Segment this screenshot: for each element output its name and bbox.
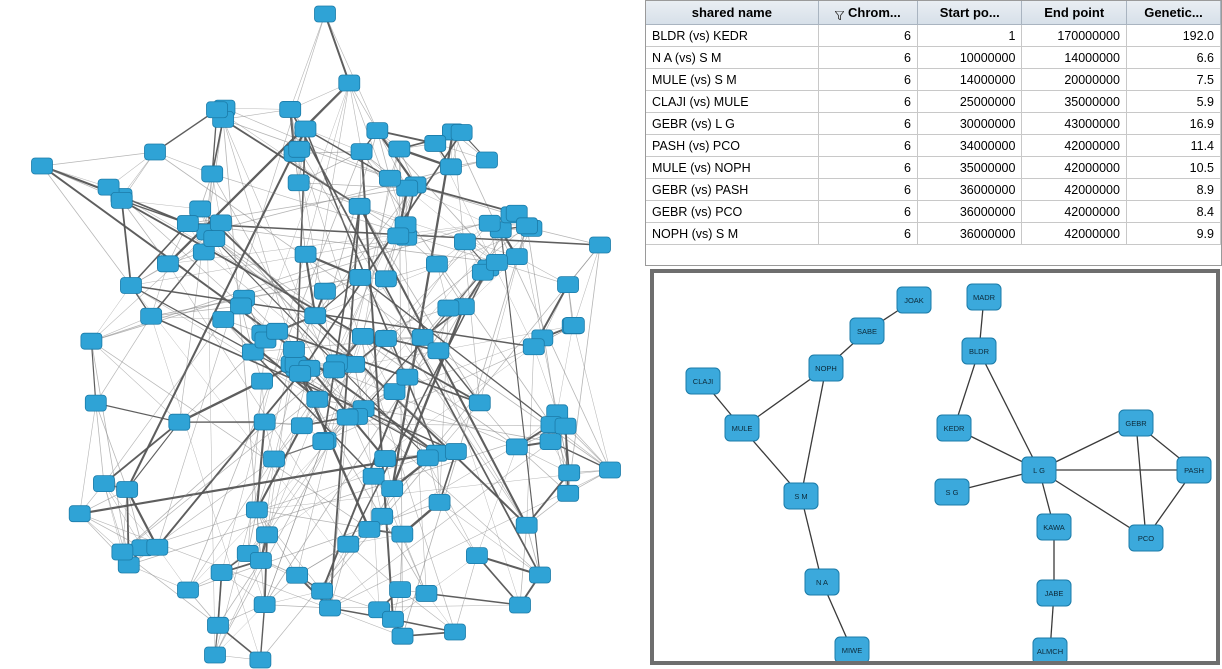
cell-shared-name: PASH (vs) PCO bbox=[646, 135, 818, 157]
main-network-edge[interactable] bbox=[455, 556, 477, 632]
cell-shared-name: CLAJI (vs) MULE bbox=[646, 91, 818, 113]
cell-start-point: 36000000 bbox=[917, 201, 1021, 223]
main-network-node[interactable] bbox=[388, 228, 409, 244]
main-network-node[interactable] bbox=[207, 617, 228, 633]
main-network-node[interactable] bbox=[205, 647, 226, 663]
main-network-node[interactable] bbox=[426, 256, 447, 272]
cell-start-point: 25000000 bbox=[917, 91, 1021, 113]
cell-end-point: 14000000 bbox=[1022, 47, 1126, 69]
main-network-edge[interactable] bbox=[127, 490, 157, 548]
main-network-node[interactable] bbox=[211, 565, 232, 581]
subnetwork-node-label: ALMCH bbox=[1036, 647, 1064, 656]
subnetwork-node[interactable] bbox=[850, 318, 884, 344]
column-header-genetic[interactable] bbox=[1126, 1, 1220, 25]
main-network-node[interactable] bbox=[445, 624, 466, 640]
cell-chromosome: 6 bbox=[818, 179, 917, 201]
subnetwork-node[interactable] bbox=[1037, 514, 1071, 540]
table-row[interactable] bbox=[646, 69, 1221, 91]
main-network-node[interactable] bbox=[558, 277, 579, 293]
main-network-edge[interactable] bbox=[179, 422, 565, 426]
main-network-node[interactable] bbox=[250, 652, 271, 668]
cell-shared-name: BLDR (vs) KEDR bbox=[646, 25, 818, 47]
main-network-edge[interactable] bbox=[325, 14, 377, 131]
cell-genetic: 11.4 bbox=[1126, 135, 1220, 157]
subnetwork-node[interactable] bbox=[686, 368, 720, 394]
right-column bbox=[645, 0, 1222, 669]
subnetwork-node[interactable] bbox=[962, 338, 996, 364]
main-network-edge[interactable] bbox=[91, 341, 95, 403]
main-network-node[interactable] bbox=[466, 548, 487, 564]
attribute-table[interactable] bbox=[646, 1, 1221, 245]
subnetwork-node[interactable] bbox=[1177, 457, 1211, 483]
table-row[interactable] bbox=[646, 25, 1221, 47]
subnetwork-node[interactable] bbox=[835, 637, 869, 661]
subnetwork-node[interactable] bbox=[809, 355, 843, 381]
main-network-node[interactable] bbox=[202, 166, 223, 182]
subnetwork-node-label: SABE bbox=[856, 327, 878, 336]
main-network-node[interactable] bbox=[384, 384, 405, 400]
cell-end-point: 42000000 bbox=[1022, 223, 1126, 245]
main-network-node[interactable] bbox=[338, 536, 359, 552]
main-network-node[interactable] bbox=[313, 434, 334, 450]
cell-start-point: 10000000 bbox=[917, 47, 1021, 69]
main-network-node[interactable] bbox=[382, 611, 403, 627]
main-network-node[interactable] bbox=[339, 75, 360, 91]
subnetwork-node[interactable] bbox=[1037, 580, 1071, 606]
main-network-edge[interactable] bbox=[403, 226, 527, 636]
main-network-node[interactable] bbox=[392, 526, 413, 542]
filter-icon[interactable] bbox=[835, 8, 844, 17]
main-network-node[interactable] bbox=[530, 567, 551, 583]
subnetwork-node-label: S M bbox=[794, 492, 808, 501]
main-network-node[interactable] bbox=[506, 439, 527, 455]
main-network-node[interactable] bbox=[147, 539, 168, 555]
main-network-node[interactable] bbox=[315, 6, 336, 22]
attribute-table-panel[interactable] bbox=[645, 0, 1222, 266]
main-network-edge[interactable] bbox=[127, 422, 179, 489]
main-network-node[interactable] bbox=[295, 246, 316, 262]
main-network-node[interactable] bbox=[555, 418, 576, 434]
cell-start-point: 36000000 bbox=[917, 223, 1021, 245]
column-header-end-point[interactable] bbox=[1022, 1, 1126, 25]
main-network-node[interactable] bbox=[287, 567, 308, 583]
main-network-node[interactable] bbox=[375, 271, 396, 287]
cell-shared-name: GEBR (vs) PCO bbox=[646, 201, 818, 223]
subnetwork-node-label: KEDR bbox=[943, 424, 965, 433]
main-network-node[interactable] bbox=[425, 135, 446, 151]
main-network-node[interactable] bbox=[390, 582, 411, 598]
main-network-node[interactable] bbox=[206, 102, 227, 118]
subnetwork-node-label: CLAJI bbox=[692, 377, 714, 386]
main-network-node[interactable] bbox=[523, 339, 544, 355]
main-network-edge[interactable] bbox=[104, 320, 223, 484]
table-header-row bbox=[646, 1, 1221, 25]
main-network-node[interactable] bbox=[590, 237, 611, 253]
cell-chromosome: 6 bbox=[818, 113, 917, 135]
main-network-node[interactable] bbox=[267, 323, 288, 339]
main-network-node[interactable] bbox=[438, 300, 459, 316]
subnetwork-edge[interactable] bbox=[1136, 423, 1146, 538]
cell-genetic: 8.4 bbox=[1126, 201, 1220, 223]
main-network-node[interactable] bbox=[359, 521, 380, 537]
cell-start-point: 36000000 bbox=[917, 179, 1021, 201]
main-network-node[interactable] bbox=[145, 144, 166, 160]
main-network-node[interactable] bbox=[417, 450, 438, 466]
main-network-edge[interactable] bbox=[330, 605, 520, 608]
main-network-edge[interactable] bbox=[127, 490, 142, 548]
main-network-node[interactable] bbox=[389, 141, 410, 157]
main-network-node[interactable] bbox=[289, 141, 310, 157]
subnetwork-node-label: KAWA bbox=[1043, 523, 1065, 532]
cell-chromosome: 6 bbox=[818, 25, 917, 47]
main-network-node[interactable] bbox=[445, 444, 466, 460]
main-network-node[interactable] bbox=[506, 249, 527, 265]
subnetwork-node[interactable] bbox=[1129, 525, 1163, 551]
subnetwork-node-label: N A bbox=[815, 578, 829, 587]
main-network-node[interactable] bbox=[486, 254, 507, 270]
subnetwork-node[interactable] bbox=[805, 569, 839, 595]
main-network-node[interactable] bbox=[204, 231, 225, 247]
subnetwork-node-label: MADR bbox=[972, 293, 996, 302]
main-network-node[interactable] bbox=[290, 366, 311, 382]
cell-chromosome: 6 bbox=[818, 157, 917, 179]
main-network-node[interactable] bbox=[351, 144, 372, 160]
main-network-node[interactable] bbox=[540, 434, 561, 450]
main-network-node[interactable] bbox=[367, 123, 388, 139]
table-row[interactable] bbox=[646, 47, 1221, 69]
main-network-node[interactable] bbox=[280, 101, 301, 117]
cell-chromosome: 6 bbox=[818, 47, 917, 69]
cell-genetic: 7.5 bbox=[1126, 69, 1220, 91]
main-network-node[interactable] bbox=[177, 216, 198, 232]
cell-chromosome: 6 bbox=[818, 223, 917, 245]
main-network-node[interactable] bbox=[246, 502, 267, 518]
main-network-node[interactable] bbox=[120, 278, 141, 294]
subnetwork-edge[interactable] bbox=[801, 368, 826, 496]
main-network-node[interactable] bbox=[337, 409, 358, 425]
subnetwork-edges bbox=[703, 297, 1194, 651]
subnetwork-node[interactable] bbox=[935, 479, 969, 505]
cell-shared-name: GEBR (vs) L G bbox=[646, 113, 818, 135]
main-network-edge[interactable] bbox=[520, 525, 527, 605]
main-network-node[interactable] bbox=[451, 124, 472, 140]
main-network-node[interactable] bbox=[264, 451, 285, 467]
main-network-node[interactable] bbox=[295, 121, 316, 137]
main-network-edge[interactable] bbox=[42, 152, 155, 166]
main-network-node[interactable] bbox=[600, 462, 621, 478]
cell-end-point: 42000000 bbox=[1022, 201, 1126, 223]
main-network-edge[interactable] bbox=[426, 593, 520, 605]
main-network-node[interactable] bbox=[479, 215, 500, 231]
cell-genetic: 9.9 bbox=[1126, 223, 1220, 245]
cell-end-point: 35000000 bbox=[1022, 91, 1126, 113]
main-network-node[interactable] bbox=[379, 170, 400, 186]
main-network-node[interactable] bbox=[169, 414, 190, 430]
main-network-node[interactable] bbox=[312, 583, 333, 599]
main-network-node[interactable] bbox=[85, 395, 106, 411]
column-header-shared-name-label: shared name bbox=[691, 5, 772, 20]
main-network-edge[interactable] bbox=[557, 326, 573, 413]
column-header-chromosome-label: Chrom... bbox=[848, 5, 901, 20]
subnetwork-node[interactable] bbox=[1119, 410, 1153, 436]
subnetwork-node[interactable] bbox=[784, 483, 818, 509]
main-network-node[interactable] bbox=[324, 362, 345, 378]
column-header-start-point-label: Start po... bbox=[939, 5, 1000, 20]
cell-start-point: 14000000 bbox=[917, 69, 1021, 91]
main-network-node[interactable] bbox=[558, 485, 579, 501]
main-network-node[interactable] bbox=[375, 451, 396, 467]
cell-end-point: 43000000 bbox=[1022, 113, 1126, 135]
main-network-edge[interactable] bbox=[179, 381, 262, 422]
subnetwork-node-label: MULE bbox=[731, 424, 753, 433]
main-network-node[interactable] bbox=[307, 391, 328, 407]
subnetwork-node-label: S G bbox=[945, 488, 959, 497]
cell-end-point: 20000000 bbox=[1022, 69, 1126, 91]
main-network-node[interactable] bbox=[563, 317, 584, 333]
table-row[interactable] bbox=[646, 179, 1221, 201]
cell-start-point: 30000000 bbox=[917, 113, 1021, 135]
table-row[interactable] bbox=[646, 223, 1221, 245]
subnetwork-node-label: PASH bbox=[1184, 466, 1204, 475]
main-network-node[interactable] bbox=[349, 198, 370, 214]
main-network-node[interactable] bbox=[291, 418, 312, 434]
column-header-chromosome[interactable] bbox=[818, 1, 917, 25]
cell-start-point: 1 bbox=[917, 25, 1021, 47]
main-network-node[interactable] bbox=[81, 333, 102, 349]
main-network-edge[interactable] bbox=[207, 232, 215, 655]
cell-shared-name: MULE (vs) S M bbox=[646, 69, 818, 91]
main-network-node[interactable] bbox=[117, 482, 138, 498]
main-network-edge[interactable] bbox=[96, 403, 180, 422]
table-row[interactable] bbox=[646, 91, 1221, 113]
cell-genetic: 8.9 bbox=[1126, 179, 1220, 201]
main-network-node[interactable] bbox=[477, 152, 498, 168]
main-network-node[interactable] bbox=[429, 494, 450, 510]
cell-genetic: 6.6 bbox=[1126, 47, 1220, 69]
cell-shared-name: GEBR (vs) PASH bbox=[646, 179, 818, 201]
cell-genetic: 16.9 bbox=[1126, 113, 1220, 135]
main-network-node[interactable] bbox=[314, 283, 335, 299]
subnetwork-node-label: MIWE bbox=[841, 646, 863, 655]
subnetwork-node[interactable] bbox=[1033, 638, 1067, 661]
main-network-node[interactable] bbox=[375, 330, 396, 346]
subnetwork-canvas[interactable] bbox=[654, 273, 1216, 661]
main-network-node[interactable] bbox=[392, 628, 413, 644]
cell-genetic: 5.9 bbox=[1126, 91, 1220, 113]
main-network-node[interactable] bbox=[516, 218, 537, 234]
subnetwork-node-label: JOAK bbox=[904, 296, 924, 305]
table-row[interactable] bbox=[646, 157, 1221, 179]
main-network-node[interactable] bbox=[157, 256, 178, 272]
cell-start-point: 34000000 bbox=[917, 135, 1021, 157]
subnetwork-node[interactable] bbox=[725, 415, 759, 441]
main-network-node[interactable] bbox=[141, 308, 162, 324]
main-network-node[interactable] bbox=[111, 192, 132, 208]
main-network-node[interactable] bbox=[190, 201, 211, 217]
cell-start-point: 35000000 bbox=[917, 157, 1021, 179]
main-network-edge[interactable] bbox=[290, 14, 325, 109]
main-network-node[interactable] bbox=[454, 234, 475, 250]
main-network-node[interactable] bbox=[254, 597, 275, 613]
main-network-node[interactable] bbox=[178, 582, 199, 598]
main-network-node[interactable] bbox=[516, 517, 537, 533]
column-header-end-point-label: End point bbox=[1044, 5, 1105, 20]
main-network-node[interactable] bbox=[320, 600, 341, 616]
main-network-node[interactable] bbox=[305, 308, 326, 324]
subnetwork-node-label: BLDR bbox=[968, 347, 990, 356]
main-network-node[interactable] bbox=[416, 585, 437, 601]
main-network-node[interactable] bbox=[288, 175, 309, 191]
main-network-node[interactable] bbox=[283, 341, 304, 357]
cell-end-point: 170000000 bbox=[1022, 25, 1126, 47]
main-network-edge[interactable] bbox=[267, 364, 292, 535]
cell-end-point: 42000000 bbox=[1022, 135, 1126, 157]
main-network-node[interactable] bbox=[352, 328, 373, 344]
main-network-node[interactable] bbox=[559, 465, 580, 481]
subnetwork-node[interactable] bbox=[937, 415, 971, 441]
main-network-node[interactable] bbox=[428, 343, 449, 359]
subnetwork-node-label: JABE bbox=[1044, 589, 1064, 598]
main-network-node[interactable] bbox=[254, 414, 275, 430]
table-row[interactable] bbox=[646, 201, 1221, 223]
main-network-node[interactable] bbox=[250, 552, 271, 568]
main-network-node[interactable] bbox=[32, 158, 53, 174]
cell-end-point: 42000000 bbox=[1022, 157, 1126, 179]
main-network-node[interactable] bbox=[230, 298, 251, 314]
cell-chromosome: 6 bbox=[818, 201, 917, 223]
main-network-node[interactable] bbox=[112, 544, 133, 560]
main-network-node[interactable] bbox=[350, 269, 371, 285]
subnetwork-node[interactable] bbox=[1022, 457, 1056, 483]
table-row[interactable] bbox=[646, 135, 1221, 157]
main-network-edge[interactable] bbox=[440, 308, 449, 502]
subnetwork-node[interactable] bbox=[967, 284, 1001, 310]
table-row[interactable] bbox=[646, 113, 1221, 135]
cell-chromosome: 6 bbox=[818, 91, 917, 113]
cell-shared-name: NOPH (vs) S M bbox=[646, 223, 818, 245]
subnetwork-node-label: PCO bbox=[1137, 534, 1155, 543]
subnetwork-node-label: NOPH bbox=[815, 364, 837, 373]
main-network-node[interactable] bbox=[440, 159, 461, 175]
subnetwork-node-label: L G bbox=[1033, 466, 1045, 475]
cell-chromosome: 6 bbox=[818, 135, 917, 157]
main-network-node[interactable] bbox=[382, 481, 403, 497]
column-header-start-point[interactable] bbox=[917, 1, 1021, 25]
main-network-node[interactable] bbox=[210, 215, 231, 231]
main-network-node[interactable] bbox=[213, 312, 234, 328]
cell-chromosome: 6 bbox=[818, 69, 917, 91]
main-network-edge[interactable] bbox=[325, 14, 349, 83]
subnetwork-node[interactable] bbox=[897, 287, 931, 313]
main-network-node[interactable] bbox=[69, 506, 90, 522]
main-network-node[interactable] bbox=[93, 476, 114, 492]
column-header-genetic-label: Genetic... bbox=[1144, 5, 1203, 20]
cell-shared-name: MULE (vs) NOPH bbox=[646, 157, 818, 179]
main-network-node[interactable] bbox=[510, 597, 531, 613]
subnetwork-node-label: GEBR bbox=[1125, 419, 1147, 428]
subnetwork-nodes bbox=[686, 284, 1211, 661]
subnetwork-view[interactable] bbox=[650, 269, 1220, 665]
main-network-node[interactable] bbox=[257, 527, 278, 543]
cell-genetic: 10.5 bbox=[1126, 157, 1220, 179]
main-network-edge[interactable] bbox=[122, 200, 131, 285]
column-header-shared-name[interactable] bbox=[646, 1, 818, 25]
main-network-node[interactable] bbox=[397, 369, 418, 385]
table-body[interactable] bbox=[646, 25, 1221, 245]
main-network-node[interactable] bbox=[363, 468, 384, 484]
cell-genetic: 192.0 bbox=[1126, 25, 1220, 47]
main-network-node[interactable] bbox=[469, 395, 490, 411]
cell-shared-name: N A (vs) S M bbox=[646, 47, 818, 69]
subnetwork-edge[interactable] bbox=[979, 351, 1039, 470]
main-network-node[interactable] bbox=[252, 373, 273, 389]
cell-end-point: 42000000 bbox=[1022, 179, 1126, 201]
main-network-edge[interactable] bbox=[122, 226, 527, 552]
